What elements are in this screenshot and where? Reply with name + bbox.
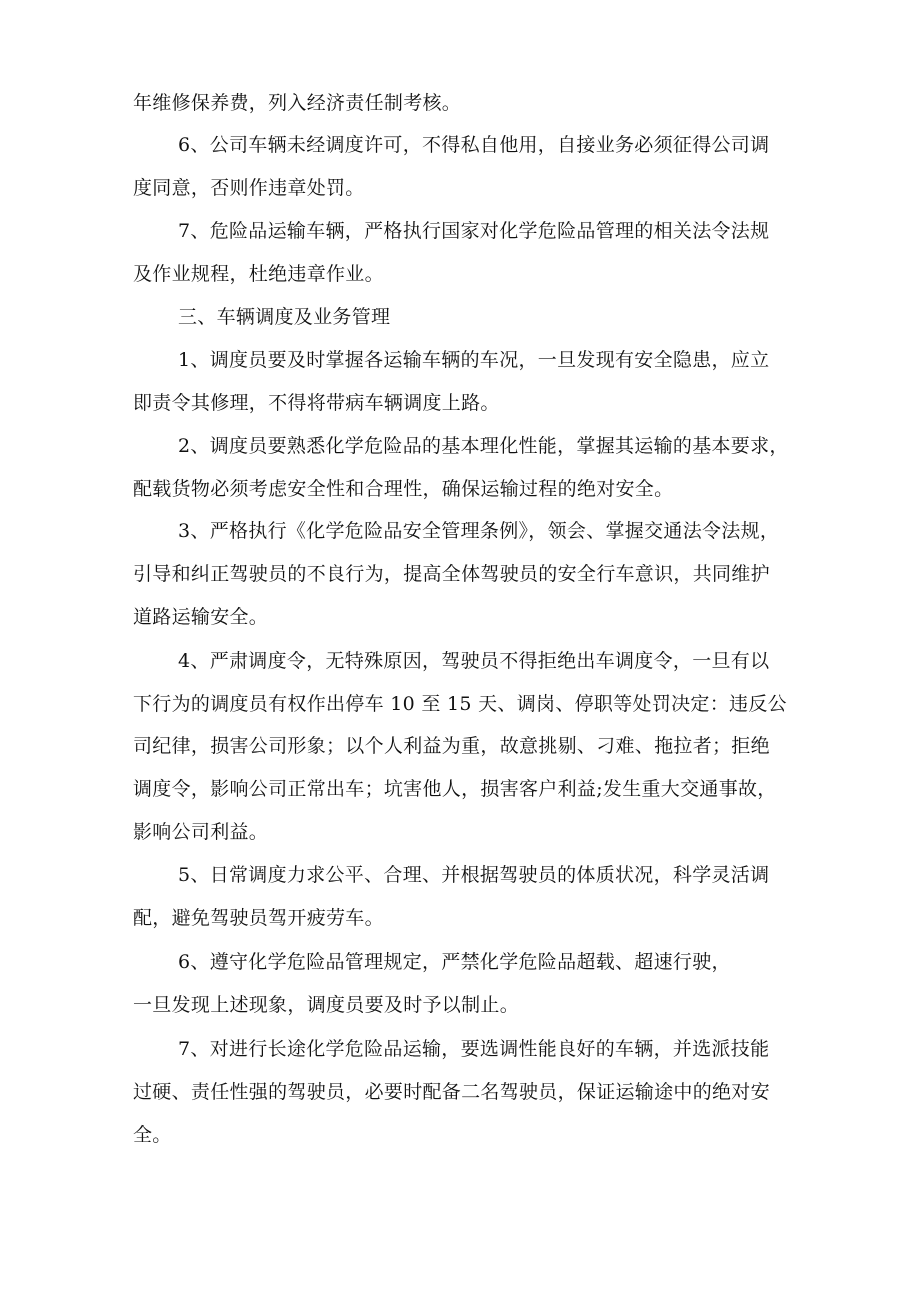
text-line-5: 及作业规程，杜绝违章作业。 — [133, 263, 384, 285]
text-line-9: 2、调度员要熟悉化学危险品的基本理化性能，掌握其运输的基本要求， — [178, 435, 789, 457]
text-line-10: 配载货物必须考虑安全性和合理性，确保运输过程的绝对安全。 — [133, 478, 674, 500]
text-line-19: 5、日常调度力求公平、合理、并根据驾驶员的体质状况，科学灵活调 — [178, 864, 770, 886]
text-line-22: 一旦发现上述现象，调度员要及时予以制止。 — [133, 994, 520, 1016]
text-line-17: 调度令，影响公司正常出车；坑害他人，损害客户利益;发生重大交通事故， — [133, 778, 777, 800]
text-line-25: 全。 — [133, 1124, 172, 1146]
text-line-23: 7、对进行长途化学危险品运输，要选调性能良好的车辆，并选派技能 — [178, 1038, 770, 1060]
text-line-7: 1、调度员要及时掌握各运输车辆的车况，一旦发现有安全隐患，应立 — [178, 349, 770, 371]
text-line-3: 度同意，否则作违章处罚。 — [133, 177, 365, 199]
text-line-18: 影响公司利益。 — [133, 821, 269, 843]
text-line-21: 6、遵守化学危险品管理规定，严禁化学危险品超载、超速行驶， — [178, 951, 731, 973]
text-line-4: 7、危险品运输车辆，严格执行国家对化学危险品管理的相关法令法规 — [178, 220, 770, 242]
text-line-2: 6、公司车辆未经调度许可，不得私自他用，自接业务必须征得公司调 — [178, 134, 770, 156]
text-line-13: 道路运输安全。 — [133, 606, 269, 628]
text-line-20: 配，避免驾驶员驾开疲劳车。 — [133, 907, 384, 929]
section-heading: 三、车辆调度及业务管理 — [178, 306, 391, 328]
text-line-12: 引导和纠正驾驶员的不良行为，提高全体驾驶员的安全行车意识，共同维护 — [133, 563, 770, 585]
text-line-8: 即责令其修理，不得将带病车辆调度上路。 — [133, 392, 500, 414]
text-line-1: 年维修保养费，列入经济责任制考核。 — [133, 92, 462, 114]
text-line-16: 司纪律，损害公司形象；以个人利益为重，故意挑剔、刁难、拖拉者；拒绝 — [133, 735, 770, 757]
text-line-14: 4、严肃调度令，无特殊原因，驾驶员不得拒绝出车调度令，一旦有以 — [178, 650, 770, 672]
text-line-24: 过硬、责任性强的驾驶员，必要时配备二名驾驶员，保证运输途中的绝对安 — [133, 1081, 770, 1103]
text-line-15: 下行为的调度员有权作出停车 10 至 15 天、调岗、停职等处罚决定：违反公 — [133, 693, 787, 715]
text-line-11: 3、严格执行《化学危险品安全管理条例》，领会、掌握交通法令法规， — [178, 520, 780, 542]
